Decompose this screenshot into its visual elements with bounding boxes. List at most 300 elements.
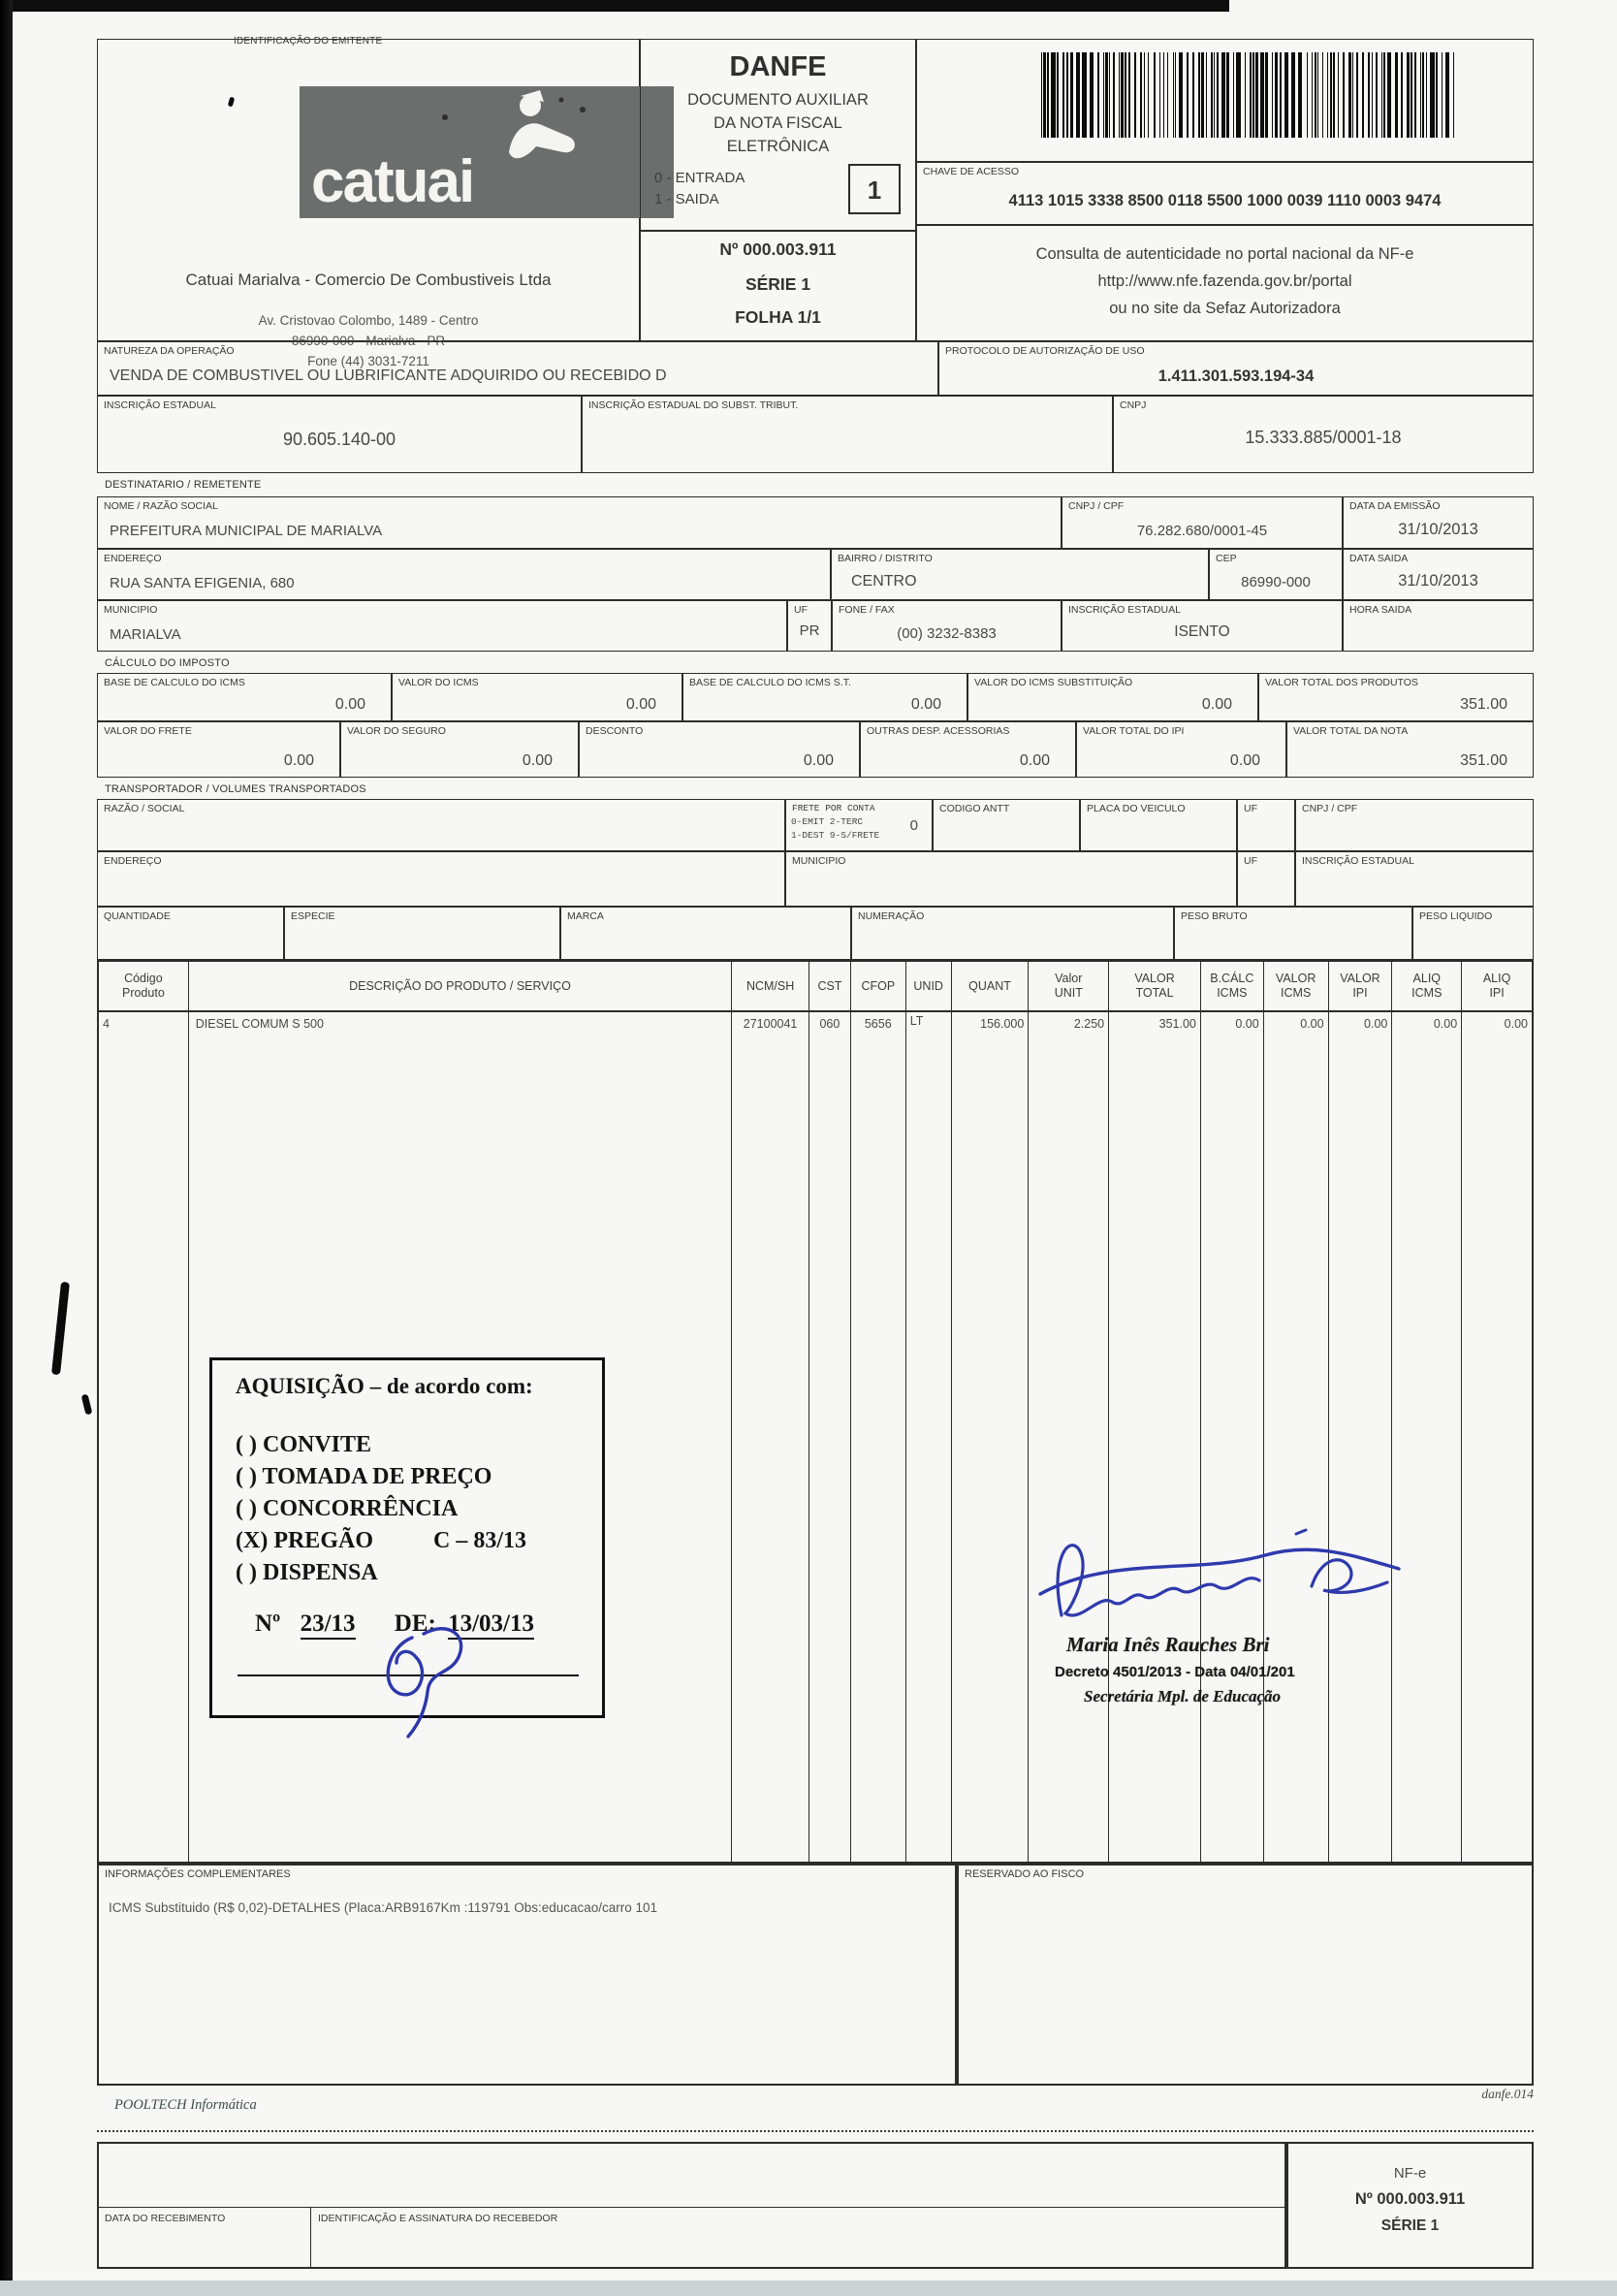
recipient-ie-box xyxy=(1062,600,1343,652)
barcode-bar xyxy=(1250,52,1251,138)
barcode-bar xyxy=(1348,52,1350,138)
barcode-bar xyxy=(1134,52,1136,138)
consulta-line-3: ou no site da Sefaz Autorizadora xyxy=(1109,300,1341,317)
recipient-address-box xyxy=(97,549,831,600)
carrier-antt-label: CODIGO ANTT xyxy=(939,803,1010,814)
product-row-vtotal: 351.00 xyxy=(1109,1012,1201,1862)
product-row-vipi: 0.00 xyxy=(1329,1012,1393,1862)
carrier-ie-label: INSCRIÇÃO ESTADUAL xyxy=(1302,855,1414,867)
barcode-bar xyxy=(1422,52,1423,138)
carrier-uf2-label: UF xyxy=(1244,855,1257,867)
col-bcalc xyxy=(1201,962,1264,1010)
operation-label: NATUREZA DA OPERAÇÃO xyxy=(104,345,235,357)
col-codigo-line1: Código xyxy=(124,972,163,985)
barcode-bar xyxy=(1109,52,1110,138)
volume-qtd-label: QUANTIDADE xyxy=(104,910,171,922)
operation-value: VENDA DE COMBUSTIVEL OU LUBRIFICANTE ADQUIRIDO OU RECEBIDO D xyxy=(110,367,667,384)
district-label: BAIRRO / DISTRITO xyxy=(838,553,933,564)
col-aliq-ipi-line1: ALIQ xyxy=(1482,972,1511,985)
barcode-bar xyxy=(1214,52,1215,138)
product-row-bcalc: 0.00 xyxy=(1201,1012,1264,1862)
fisco-box xyxy=(957,1864,1534,2086)
col-bcalc-line2: ICMS xyxy=(1217,986,1248,1000)
field-seguro-label: VALOR DO SEGURO xyxy=(347,725,446,737)
volume-qtd-box xyxy=(97,907,284,960)
barcode-bar xyxy=(1192,52,1194,138)
date-label: DE: xyxy=(394,1610,436,1637)
barcode-bar xyxy=(1140,52,1142,138)
field-outras-desp-label: OUTRAS DESP. ACESSORIAS xyxy=(867,725,1010,737)
col-cfop xyxy=(851,962,906,1010)
field-total-ipi-value: 0.00 xyxy=(1229,752,1260,769)
acquisition-option-dispensa: ( ) DISPENSA xyxy=(236,1560,378,1585)
additional-info-box xyxy=(97,1864,957,2086)
barcode-bar xyxy=(1082,52,1086,138)
pen-mark-small xyxy=(81,1393,93,1415)
state-reg-box xyxy=(97,396,582,473)
barcode-bar xyxy=(1401,52,1403,138)
barcode-bar xyxy=(1041,52,1042,138)
field-base-icms-st-label: BASE DE CALCULO DO ICMS S.T. xyxy=(689,677,851,688)
city-label: MUNICIPIO xyxy=(104,604,158,616)
field-base-icms xyxy=(97,673,392,721)
nfe-folha: FOLHA 1/1 xyxy=(735,307,821,327)
barcode xyxy=(1041,52,1506,138)
acquisition-stamp-box xyxy=(209,1357,605,1718)
barcode-bar xyxy=(1154,52,1156,138)
cep-label: CEP xyxy=(1216,553,1237,564)
recipient-name-label: NOME / RAZÃO SOCIAL xyxy=(104,500,218,512)
barcode-bar xyxy=(1167,52,1168,138)
barcode-bar xyxy=(1062,52,1063,138)
operation-box xyxy=(97,341,938,396)
barcode-bar xyxy=(1381,52,1382,138)
barcode-bar xyxy=(1343,52,1345,138)
field-icms-subst xyxy=(967,673,1258,721)
field-outras-desp-value: 0.00 xyxy=(1019,752,1050,769)
col-ncm xyxy=(732,962,809,1010)
danfe-box xyxy=(640,39,916,231)
state-reg-subst-label: INSCRIÇÃO ESTADUAL DO SUBST. TRIBUT. xyxy=(588,399,799,411)
cep-value: 86990-000 xyxy=(1241,574,1311,590)
col-unid-label: UNID xyxy=(913,978,943,993)
entrada-label: 0 - ENTRADA xyxy=(654,170,745,186)
product-row-descricao: DIESEL COMUM S 500 xyxy=(189,1012,732,1862)
carrier-frete-label: FRETE POR CONTA xyxy=(792,803,875,813)
barcode-bar xyxy=(1211,52,1212,138)
uf-value: PR xyxy=(799,622,820,639)
phone-box xyxy=(832,600,1062,652)
tipo-operacao-value: 1 xyxy=(867,175,882,205)
acquisition-option-pregao xyxy=(236,1528,526,1554)
volume-marca-box xyxy=(560,907,851,960)
col-vunit-line2: UNIT xyxy=(1054,986,1083,1000)
barcode-bar xyxy=(1119,52,1120,138)
field-desconto-label: DESCONTO xyxy=(586,725,644,737)
carrier-antt-box xyxy=(933,799,1080,851)
barcode-bar xyxy=(1333,52,1335,138)
barcode-bar xyxy=(1368,52,1369,138)
barcode-bar xyxy=(1245,52,1246,138)
exit-date-box xyxy=(1343,549,1534,600)
product-row-aliq-ipi: 0.00 xyxy=(1504,1017,1528,1031)
field-total-produtos xyxy=(1258,673,1534,721)
recipient-name-value: PREFEITURA MUNICIPAL DE MARIALVA xyxy=(110,523,383,539)
recipient-address-label: ENDEREÇO xyxy=(104,553,162,564)
volume-peso-liquido-label: PESO LIQUIDO xyxy=(1419,910,1493,922)
consulta-box xyxy=(916,225,1534,341)
field-icms-subst-value: 0.00 xyxy=(1201,696,1232,713)
tipo-operacao-box xyxy=(848,164,901,214)
barcode-bar xyxy=(1217,52,1218,138)
col-unid xyxy=(906,962,952,1010)
barcode-bar xyxy=(1356,52,1357,138)
pregao-ref: C – 83/13 xyxy=(432,1528,526,1553)
volume-marca-label: MARCA xyxy=(567,910,604,922)
volume-especie-box xyxy=(284,907,560,960)
field-seguro xyxy=(340,721,579,778)
pregao-text: (X) PREGÃO xyxy=(236,1528,373,1553)
barcode-bar xyxy=(1187,52,1189,138)
field-total-produtos-label: VALOR TOTAL DOS PRODUTOS xyxy=(1265,677,1418,688)
carrier-cnpj-box xyxy=(1295,799,1534,851)
barcode-bar xyxy=(1280,52,1282,138)
col-vipi-line2: IPI xyxy=(1352,986,1368,1000)
field-base-icms-label: BASE DE CALCULO DO ICMS xyxy=(104,677,245,688)
carrier-uf-box xyxy=(1237,799,1295,851)
receipt-nfe-box xyxy=(1286,2142,1534,2269)
consulta-line-1: Consulta de autenticidade no portal nacional da NF-e xyxy=(1035,245,1414,263)
col-vipi xyxy=(1329,962,1393,1010)
receipt-id-label: IDENTIFICAÇÃO E ASSINATURA DO RECEBEDOR xyxy=(318,2213,558,2224)
field-frete-value: 0.00 xyxy=(283,752,314,769)
field-desconto-value: 0.00 xyxy=(803,752,834,769)
col-bcalc-line1: B.CÁLC xyxy=(1210,972,1254,985)
field-frete xyxy=(97,721,340,778)
emitter-name: Catuai Marialva - Comercio De Combustiveis Ltda xyxy=(185,271,552,289)
emitter-section-label: IDENTIFICAÇÃO DO EMITENTE xyxy=(234,36,383,47)
col-cfop-label: CFOP xyxy=(861,978,896,993)
recipient-address-value: RUA SANTA EFIGENIA, 680 xyxy=(110,575,295,591)
barcode-bar xyxy=(1070,52,1072,138)
recipient-ie-label: INSCRIÇÃO ESTADUAL xyxy=(1068,604,1181,616)
barcode-bar xyxy=(1383,52,1384,138)
barcode-bar xyxy=(1327,52,1328,138)
emitter-address-1: Av. Cristovao Colombo, 1489 - Centro xyxy=(258,313,479,328)
barcode-bar xyxy=(1198,52,1200,138)
field-frete-label: VALOR DO FRETE xyxy=(104,725,192,737)
danfe-subtitle-3: ELETRÔNICA xyxy=(726,138,830,155)
access-key-box xyxy=(916,162,1534,225)
acquisition-title: AQUISIÇÃO – de acordo com: xyxy=(236,1374,533,1398)
barcode-bar xyxy=(1047,52,1049,138)
col-aliq-icms xyxy=(1392,962,1462,1010)
danfe-title: DANFE xyxy=(729,51,827,82)
access-key-value: 4113 1015 3338 8500 0118 5500 1000 0039 1110 0003 9474 xyxy=(1008,192,1442,209)
barcode-bar xyxy=(1125,52,1126,138)
barcode-bar xyxy=(1407,52,1409,138)
barcode-bar xyxy=(1128,52,1129,138)
software-credit: POOLTECH Informática xyxy=(114,2097,257,2113)
rubber-stamp-decree: Decreto 4501/2013 - Data 04/01/201 xyxy=(1055,1664,1295,1680)
recipient-ie-value: ISENTO xyxy=(1174,623,1230,640)
scan-edge-left xyxy=(0,0,13,2296)
barcode-bar xyxy=(1221,52,1225,138)
carrier-uf2-box xyxy=(1237,851,1295,907)
danfe-subtitle-2: DA NOTA FISCAL xyxy=(713,114,842,132)
protocol-label: PROTOCOLO DE AUTORIZAÇÃO DE USO xyxy=(945,345,1145,357)
field-base-icms-st-value: 0.00 xyxy=(910,696,941,713)
barcode-box xyxy=(916,39,1534,162)
field-base-icms-st xyxy=(682,673,967,721)
carrier-uf-label: UF xyxy=(1244,803,1257,814)
col-codigo xyxy=(99,962,189,1010)
carrier-municipio-label: MUNICIPIO xyxy=(792,855,846,867)
rubber-stamp-name: Maria Inês Rauches Bri xyxy=(1066,1633,1270,1656)
emitter-address-3: Fone (44) 3031-7211 xyxy=(307,354,429,368)
barcode-bar xyxy=(1330,52,1332,138)
field-total-produtos-value: 351.00 xyxy=(1460,696,1507,713)
col-vicms xyxy=(1264,962,1329,1010)
num-value: 23/13 xyxy=(301,1610,356,1640)
col-quant xyxy=(952,962,1030,1010)
state-reg-value: 90.605.140-00 xyxy=(282,430,396,449)
district-box xyxy=(831,549,1209,600)
barcode-bar xyxy=(1103,52,1104,138)
col-vtotal-line1: VALOR xyxy=(1134,972,1175,985)
recipient-cnpj-box xyxy=(1062,496,1343,549)
city-value: MARIALVA xyxy=(110,626,181,643)
field-valor-icms-value: 0.00 xyxy=(625,696,656,713)
barcode-bar xyxy=(1317,52,1318,138)
product-table-header xyxy=(97,960,1534,1012)
barcode-bar xyxy=(1260,52,1264,138)
barcode-bar xyxy=(1252,52,1254,138)
exit-date-value: 31/10/2013 xyxy=(1398,572,1478,590)
barcode-bar xyxy=(1233,52,1234,138)
product-row-cfop: 5656 xyxy=(851,1012,906,1862)
barcode-bar xyxy=(1051,52,1055,138)
volume-especie-label: ESPECIE xyxy=(291,910,335,922)
barcode-bar xyxy=(1411,52,1412,138)
cep-box xyxy=(1209,549,1343,600)
barcode-bar xyxy=(1436,52,1438,138)
col-aliq-icms-line2: ICMS xyxy=(1411,986,1443,1000)
receipt-stub-box xyxy=(97,2142,1286,2269)
volume-numeracao-box xyxy=(851,907,1174,960)
field-total-nota-value: 351.00 xyxy=(1460,752,1507,769)
field-base-icms-value: 0.00 xyxy=(334,696,365,713)
barcode-bar xyxy=(1445,52,1449,138)
col-cst-label: CST xyxy=(817,978,842,993)
product-row-aliq-icms: 0.00 xyxy=(1392,1012,1462,1862)
col-cst xyxy=(809,962,851,1010)
nfe-series: SÉRIE 1 xyxy=(745,274,811,294)
col-descricao xyxy=(189,962,732,1010)
field-seguro-value: 0.00 xyxy=(522,752,553,769)
barcode-bar xyxy=(1105,52,1107,138)
barcode-bar xyxy=(1430,52,1434,138)
carrier-endereco-label: ENDEREÇO xyxy=(104,855,162,867)
rubber-stamp-title: Secretária Mpl. de Educação xyxy=(1084,1687,1282,1706)
cut-line xyxy=(97,2130,1534,2132)
barcode-bar xyxy=(1307,52,1308,138)
barcode-bar xyxy=(1395,52,1397,138)
saida-label: 1 - SAIDA xyxy=(654,191,719,207)
carrier-frete-line2: 1-DEST 9-S/FRETE xyxy=(791,830,880,841)
barcode-bar xyxy=(1362,52,1364,138)
exit-time-label: HORA SAIDA xyxy=(1349,604,1412,616)
barcode-bar xyxy=(1236,52,1240,138)
cnpj-value: 15.333.885/0001-18 xyxy=(1245,428,1402,447)
exit-time-box xyxy=(1343,600,1534,652)
barcode-bar xyxy=(1265,52,1267,138)
nfe-number: Nº 000.003.911 xyxy=(719,239,837,259)
barcode-bar xyxy=(1420,52,1421,138)
recipient-cnpj-value: 76.282.680/0001-45 xyxy=(1136,523,1268,539)
product-row-ncm: 27100041 xyxy=(732,1012,809,1862)
barcode-bar xyxy=(1226,52,1228,138)
barcode-bar xyxy=(1057,52,1059,138)
col-vunit-line1: Valor xyxy=(1055,972,1083,985)
col-aliq-icms-line1: ALIQ xyxy=(1412,972,1442,985)
barcode-bar xyxy=(1148,52,1149,138)
barcode-bar xyxy=(1291,52,1295,138)
barcode-bar xyxy=(1179,52,1183,138)
col-ncm-label: NCM/SH xyxy=(745,978,795,993)
field-outras-desp xyxy=(860,721,1076,778)
barcode-bar xyxy=(1426,52,1427,138)
recipient-name-box xyxy=(97,496,1062,549)
additional-info-content: ICMS Substituido (R$ 0,02)-DETALHES (Placa:ARB9167Km :119791 Obs:educacao/carro 101 xyxy=(109,1900,658,1915)
phone-label: FONE / FAX xyxy=(839,604,895,616)
barcode-bar xyxy=(1315,52,1316,138)
product-row-quant: 156.000 xyxy=(952,1012,1030,1862)
col-vtotal-line2: TOTAL xyxy=(1135,986,1174,1000)
logo-wordmark: catuai xyxy=(311,148,474,215)
barcode-bar xyxy=(1201,52,1203,138)
district-value: CENTRO xyxy=(851,573,917,590)
additional-info-label: INFORMAÇÕES COMPLEMENTARES xyxy=(105,1868,291,1880)
carrier-cnpj-label: CNPJ / CPF xyxy=(1302,803,1358,814)
volume-peso-bruto-label: PESO BRUTO xyxy=(1181,910,1248,922)
field-total-ipi xyxy=(1076,721,1286,778)
barcode-bar xyxy=(1322,52,1323,138)
state-reg-subst-box xyxy=(582,396,1113,473)
barcode-bar xyxy=(1076,52,1080,138)
barcode-bar xyxy=(1387,52,1391,138)
carrier-placa-box xyxy=(1080,799,1237,851)
field-valor-icms xyxy=(392,673,682,721)
barcode-bar xyxy=(1097,52,1098,138)
emission-date-value: 31/10/2013 xyxy=(1398,521,1478,538)
barcode-bar xyxy=(1376,52,1377,138)
phone-value: (00) 3232-8383 xyxy=(897,625,997,642)
receipt-vdivider xyxy=(310,2207,311,2269)
barcode-bar xyxy=(1144,52,1145,138)
initials-signature xyxy=(367,1614,493,1740)
receipt-divider xyxy=(97,2207,1286,2208)
nfe-number-box xyxy=(640,231,916,341)
barcode-bar xyxy=(1159,52,1160,138)
barcode-bar xyxy=(1121,52,1123,138)
date-value: 13/03/13 xyxy=(448,1610,534,1640)
carrier-municipio-box xyxy=(785,851,1237,907)
state-reg-label: INSCRIÇÃO ESTADUAL xyxy=(104,399,216,411)
handwritten-signature xyxy=(1023,1501,1411,1656)
barcode-bar xyxy=(1113,52,1114,138)
num-label: Nº xyxy=(255,1610,281,1637)
carrier-endereco-box xyxy=(97,851,785,907)
volume-numeracao-label: NUMERAÇÃO xyxy=(858,910,925,922)
barcode-bar xyxy=(1066,52,1068,138)
field-total-ipi-label: VALOR TOTAL DO IPI xyxy=(1083,725,1185,737)
field-total-nota-label: VALOR TOTAL DA NOTA xyxy=(1293,725,1409,737)
carrier-frete-box xyxy=(785,799,933,851)
receipt-nfe-title: NF-e xyxy=(1393,2165,1427,2182)
recipient-cnpj-label: CNPJ / CPF xyxy=(1068,500,1125,512)
barcode-bar xyxy=(1255,52,1257,138)
field-icms-subst-label: VALOR DO ICMS SUBSTITUIÇÃO xyxy=(974,677,1133,688)
emitter-logo xyxy=(300,86,674,218)
barcode-bar xyxy=(1272,52,1273,138)
emitter-address-2: 86990-000 - Marialva - PR xyxy=(291,334,446,348)
volume-peso-liquido-box xyxy=(1412,907,1534,960)
col-vicms-line2: ICMS xyxy=(1281,986,1312,1000)
carrier-frete-line1: 0-EMIT 2-TERC xyxy=(791,816,864,827)
barcode-bar xyxy=(1043,52,1045,138)
barcode-bar xyxy=(1442,52,1443,138)
fisco-label: RESERVADO AO FISCO xyxy=(965,1868,1085,1880)
cnpj-label: CNPJ xyxy=(1120,399,1147,411)
protocol-value: 1.411.301.593.194-34 xyxy=(1157,367,1315,385)
col-quant-label: QUANT xyxy=(968,978,1011,993)
product-row-cst: 060 xyxy=(809,1012,851,1862)
product-row-vicms: 0.00 xyxy=(1264,1012,1329,1862)
volume-peso-bruto-box xyxy=(1174,907,1412,960)
barcode-bar xyxy=(1372,52,1373,138)
carrier-placa-label: PLACA DO VEICULO xyxy=(1087,803,1186,814)
emission-date-box xyxy=(1343,496,1534,549)
carrier-razao-label: RAZÃO / SOCIAL xyxy=(104,803,185,814)
acquisition-option-tomada: ( ) TOMADA DE PREÇO xyxy=(236,1464,492,1489)
receipt-nfe-series: SÉRIE 1 xyxy=(1380,2217,1440,2234)
carrier-section-label: TRANSPORTADOR / VOLUMES TRANSPORTADOS xyxy=(105,783,366,795)
barcode-bar xyxy=(1284,52,1288,138)
col-vunit xyxy=(1029,962,1109,1010)
product-row-unid: LT xyxy=(906,1012,952,1862)
carrier-ie-box xyxy=(1295,851,1534,907)
uf-label: UF xyxy=(794,604,808,616)
barcode-bar xyxy=(1206,52,1207,138)
barcode-bar xyxy=(1173,52,1174,138)
barcode-bar xyxy=(1275,52,1277,138)
pen-mark-large xyxy=(51,1282,70,1375)
cnpj-box xyxy=(1113,396,1534,473)
carrier-frete-value: 0 xyxy=(909,817,918,834)
receipt-date-label: DATA DO RECEBIMENTO xyxy=(105,2213,226,2224)
city-box xyxy=(97,600,787,652)
field-desconto xyxy=(579,721,860,778)
col-vicms-line1: VALOR xyxy=(1275,972,1316,985)
barcode-bar xyxy=(1338,52,1339,138)
recipient-section-label: DESTINATARIO / REMETENTE xyxy=(105,479,262,491)
protocol-box xyxy=(938,341,1534,396)
acquisition-option-concorrencia: ( ) CONCORRÊNCIA xyxy=(236,1496,459,1521)
col-vtotal xyxy=(1109,962,1201,1010)
barcode-bar xyxy=(1414,52,1415,138)
carrier-razao-box xyxy=(97,799,785,851)
